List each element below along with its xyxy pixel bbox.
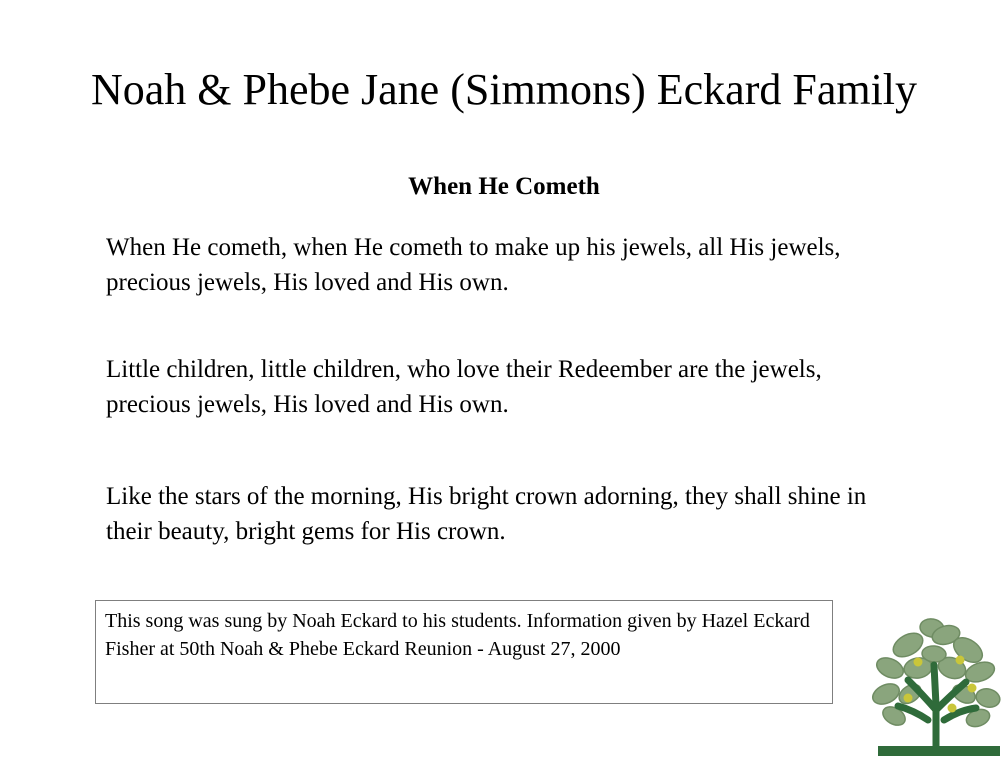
verse-2: Little children, little children, who love their Redeember are the jewels, precious jewels, His loved and His own.	[106, 356, 822, 418]
verse-3: Like the stars of the morning, His bright crown adorning, they shall shine in their beauty, bright gems for His crown.	[106, 483, 867, 545]
page-title: Noah & Phebe Jane (Simmons) Eckard Family	[90, 65, 918, 114]
source-note-box: This song was sung by Noah Eckard to his students. Information given by Hazel Eckard Fisher at 50th Noah & Phebe Eckard Reunion - August 27, 2000	[95, 600, 833, 704]
tree-icon	[868, 610, 1004, 760]
song-title: When He Cometh	[408, 173, 600, 200]
verse-1: When He cometh, when He cometh to make up his jewels, all His jewels, precious jewels, His loved and His own.	[106, 234, 841, 296]
